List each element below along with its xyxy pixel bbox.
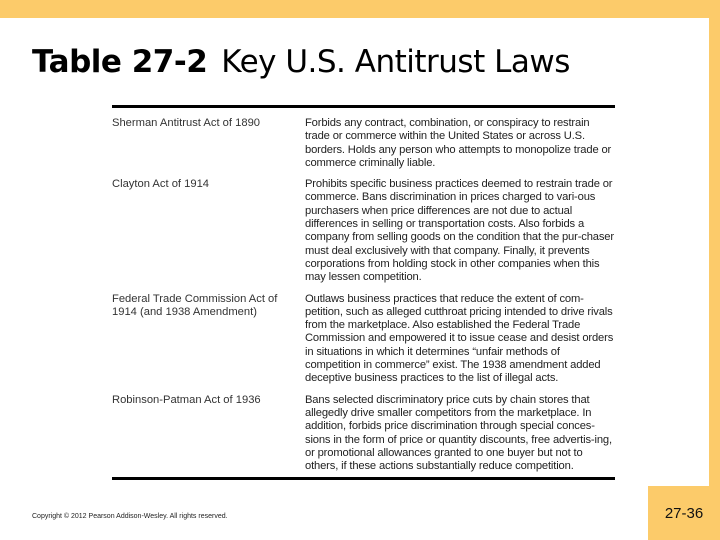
antitrust-laws-table xyxy=(112,105,615,480)
table-row xyxy=(112,178,615,284)
law-name: Sherman Antitrust Act of 1890 xyxy=(112,117,261,129)
top-accent-band xyxy=(0,0,720,18)
right-accent-band xyxy=(709,0,720,487)
law-description: Outlaws business practices that reduce the extent of com-petition, such as alleged cutthroat pricing intended to drive rivals from the marketplace. Also established the Federal Trade Commission and empowered it to issue cease and desist orders in situations in which it determines “unfair methods of competition in commerce” exist. The 1938 amendment added deceptive business practices to the list of illegal acts. xyxy=(305,292,614,385)
table-row xyxy=(112,117,615,170)
law-description: Bans selected discriminatory price cuts by chain stores that allegedly drive smaller competitors from the marketplace. In addition, forbids price discrimination through special conces-sions in the form of price or quantity discounts, free advertis-ing, or promotional allowances granted to one buyer but not to others, if these actions substantially reduce competition. xyxy=(305,393,612,473)
law-description: Forbids any contract, combination, or conspiracy to restrain trade or commerce within the United States or across U.S. borders. Holds any person who attempts to monopolize trade or commerce criminally liable. xyxy=(305,117,612,169)
law-name: Robinson-Patman Act of 1936 xyxy=(112,393,261,406)
slide-number: 27-36 xyxy=(648,486,720,540)
table-title: Key U.S. Antitrust Laws xyxy=(221,44,570,80)
law-name: Federal Trade Commission Act of 1914 (and 1938 Amendment) xyxy=(112,292,278,318)
table-number: Table 27-2 xyxy=(32,44,208,80)
table-row xyxy=(112,394,615,474)
table-row xyxy=(112,293,615,386)
law-name: Clayton Act of 1914 xyxy=(112,178,210,191)
law-description: Prohibits specific business practices deemed to restrain trade or commerce. Bans discrimination in prices charged to vari-ous purchasers when price differences are not due to actual differences in selling or transportation costs. Also forbids a company from selling goods on the condition that the pur-chaser must deal exclusively with that company. Finally, it prevents corporations from holding stock in other companies when this may lessen competition. xyxy=(305,178,614,284)
page-title xyxy=(32,44,570,80)
copyright-notice: Copyright © 2012 Pearson Addison-Wesley. All rights reserved. xyxy=(32,513,228,520)
